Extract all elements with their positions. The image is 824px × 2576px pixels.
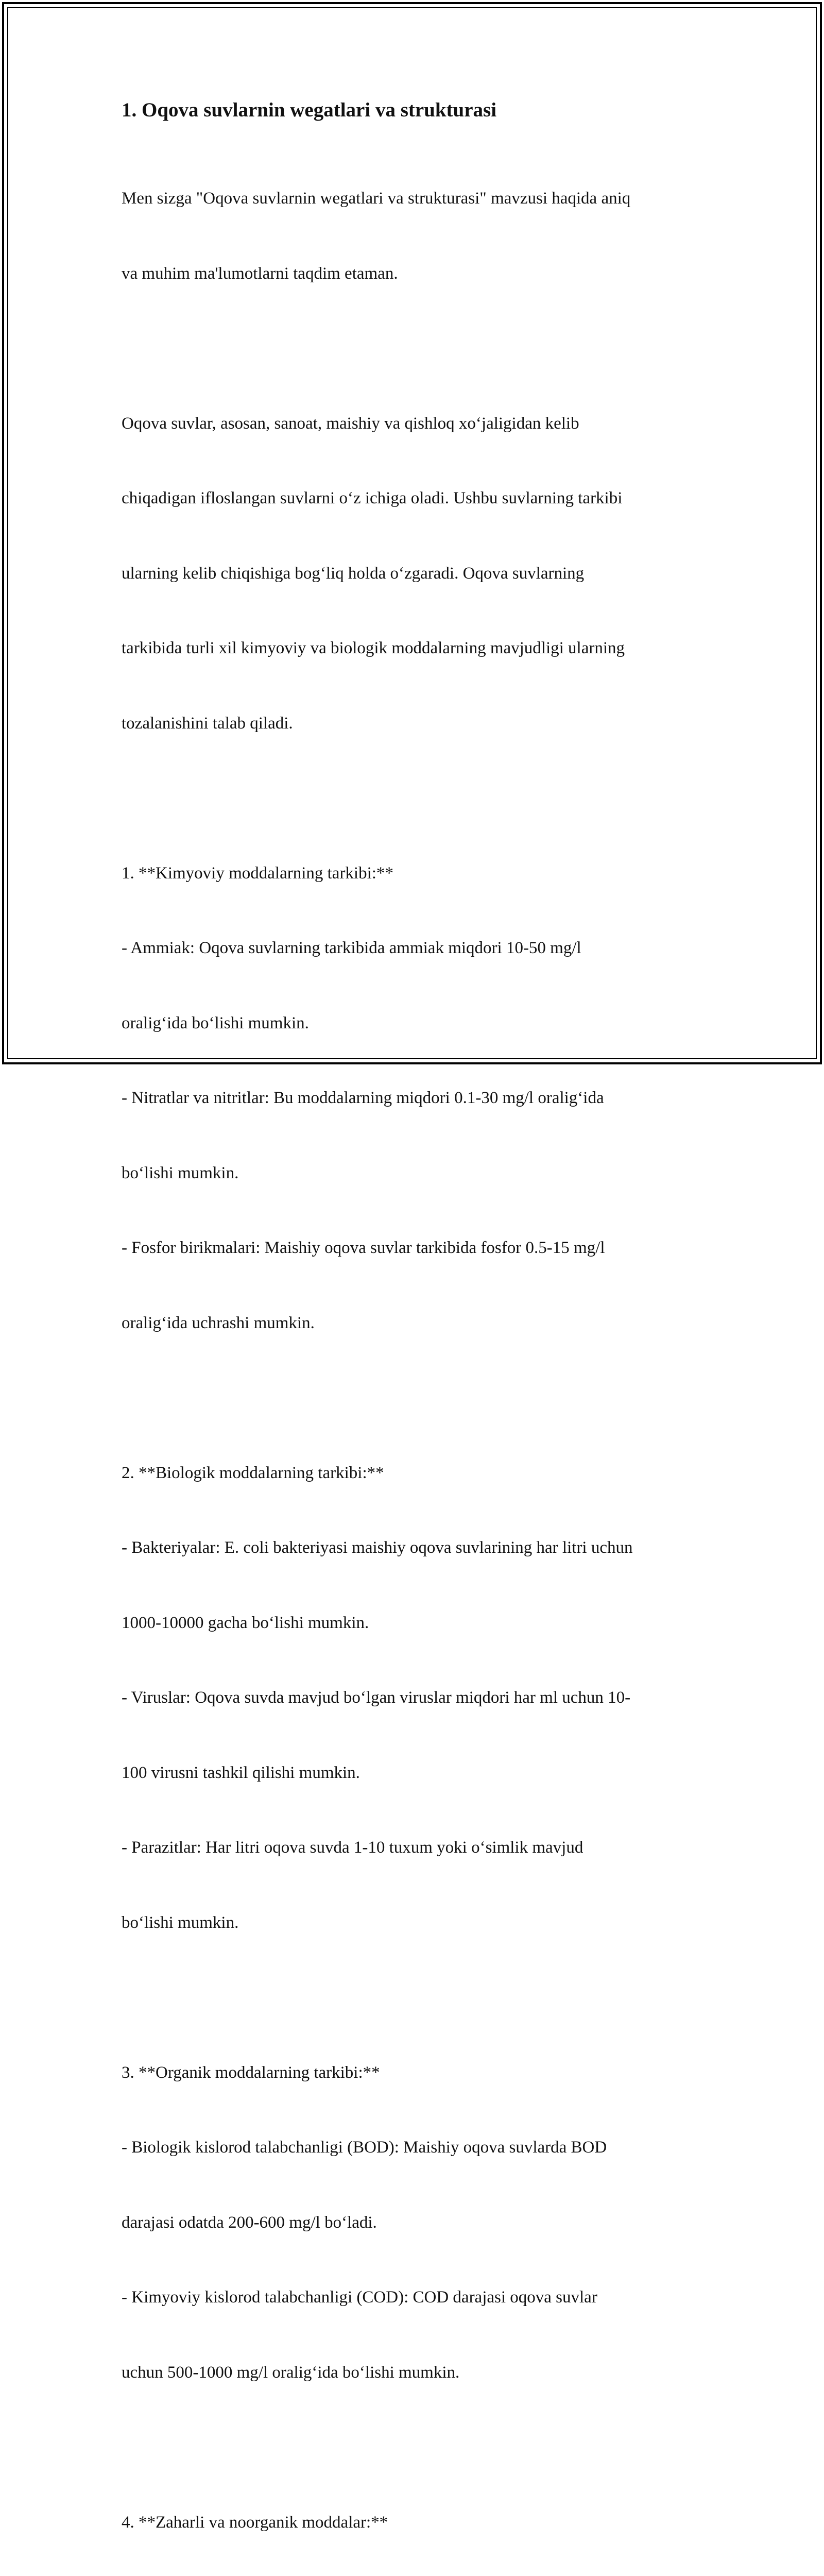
section-heading: 1. **Kimyoviy moddalarning tarkibi:** bbox=[122, 861, 714, 886]
list-item: - Bakteriyalar: E. coli bakteriyasi maishiy oqova suvlarining har litri uchun bbox=[122, 1535, 714, 1561]
list-item-continuation: uchun 500-1000 mg/l oralig‘ida bo‘lishi mumkin. bbox=[122, 2360, 714, 2385]
list-item-continuation: bo‘lishi mumkin. bbox=[122, 1161, 714, 1186]
text-line: Oqova suvlar, asosan, sanoat, maishiy va qishloq xo‘jaligidan kelib bbox=[122, 411, 714, 436]
paragraph-gap bbox=[122, 786, 714, 811]
list-item-continuation: 1000-10000 gacha bo‘lishi mumkin. bbox=[122, 1611, 714, 1636]
paragraph-gap bbox=[122, 1385, 714, 1411]
section-biological bbox=[122, 1411, 714, 1986]
list-item-continuation: oralig‘ida uchrashi mumkin. bbox=[122, 1311, 714, 1336]
text-line: chiqadigan ifloslangan suvlarni o‘z ichiga oladi. Ushbu suvlarning tarkibi bbox=[122, 486, 714, 511]
text-line: ularning kelib chiqishiga bog‘liq holda o‘zgaradi. Oqova suvlarning bbox=[122, 561, 714, 586]
list-item-continuation: 100 virusni tashkil qilishi mumkin. bbox=[122, 1760, 714, 1786]
list-item: - Nitratlar va nitritlar: Bu moddalarning miqdori 0.1-30 mg/l oralig‘ida bbox=[122, 1086, 714, 1111]
section-chemical bbox=[122, 811, 714, 1386]
document-title: 1. Oqova suvlarnin wegatlari va strukturasi bbox=[122, 98, 714, 123]
list-item-continuation: darajasi odatda 200-600 mg/l bo‘ladi. bbox=[122, 2210, 714, 2235]
list-item: - Fosfor birikmalari: Maishiy oqova suvlar tarkibida fosfor 0.5-15 mg/l bbox=[122, 1235, 714, 1261]
paragraph-gap bbox=[122, 336, 714, 361]
section-heading: 2. **Biologik moddalarning tarkibi:** bbox=[122, 1461, 714, 1486]
list-item: - Kimyoviy kislorod talabchanligi (COD): COD darajasi oqova suvlar bbox=[122, 2285, 714, 2310]
list-item: - Parazitlar: Har litri oqova suvda 1-10 tuxum yoki o‘simlik mavjud bbox=[122, 1835, 714, 1860]
section-organic bbox=[122, 2010, 714, 2435]
list-item: - Ammiak: Oqova suvlarning tarkibida ammiak miqdori 10-50 mg/l bbox=[122, 936, 714, 961]
section-toxic bbox=[122, 2460, 714, 2576]
intro-paragraph bbox=[122, 136, 714, 336]
text-line: va muhim ma'lumotlarni taqdim etaman. bbox=[122, 261, 714, 286]
list-item: - Viruslar: Oqova suvda mavjud bo‘lgan viruslar miqdori har ml uchun 10- bbox=[122, 1685, 714, 1710]
section-heading: 3. **Organik moddalarning tarkibi:** bbox=[122, 2060, 714, 2086]
paragraph-gap bbox=[122, 1985, 714, 2010]
text-line: tarkibida turli xil kimyoviy va biologik moddalarning mavjudligi ularning bbox=[122, 636, 714, 661]
text-line: Men sizga "Oqova suvlarnin wegatlari va strukturasi" mavzusi haqida aniq bbox=[122, 186, 714, 211]
text-line: tozalanishini talab qiladi. bbox=[122, 711, 714, 736]
section-heading: 4. **Zaharli va noorganik moddalar:** bbox=[122, 2510, 714, 2535]
list-item-continuation: oralig‘ida bo‘lishi mumkin. bbox=[122, 1011, 714, 1036]
list-item: - Biologik kislorod talabchanligi (BOD): Maishiy oqova suvlarda BOD bbox=[122, 2135, 714, 2160]
document-page bbox=[122, 98, 714, 2576]
overview-paragraph bbox=[122, 361, 714, 786]
paragraph-gap bbox=[122, 2435, 714, 2460]
list-item-continuation: bo‘lishi mumkin. bbox=[122, 1910, 714, 1936]
